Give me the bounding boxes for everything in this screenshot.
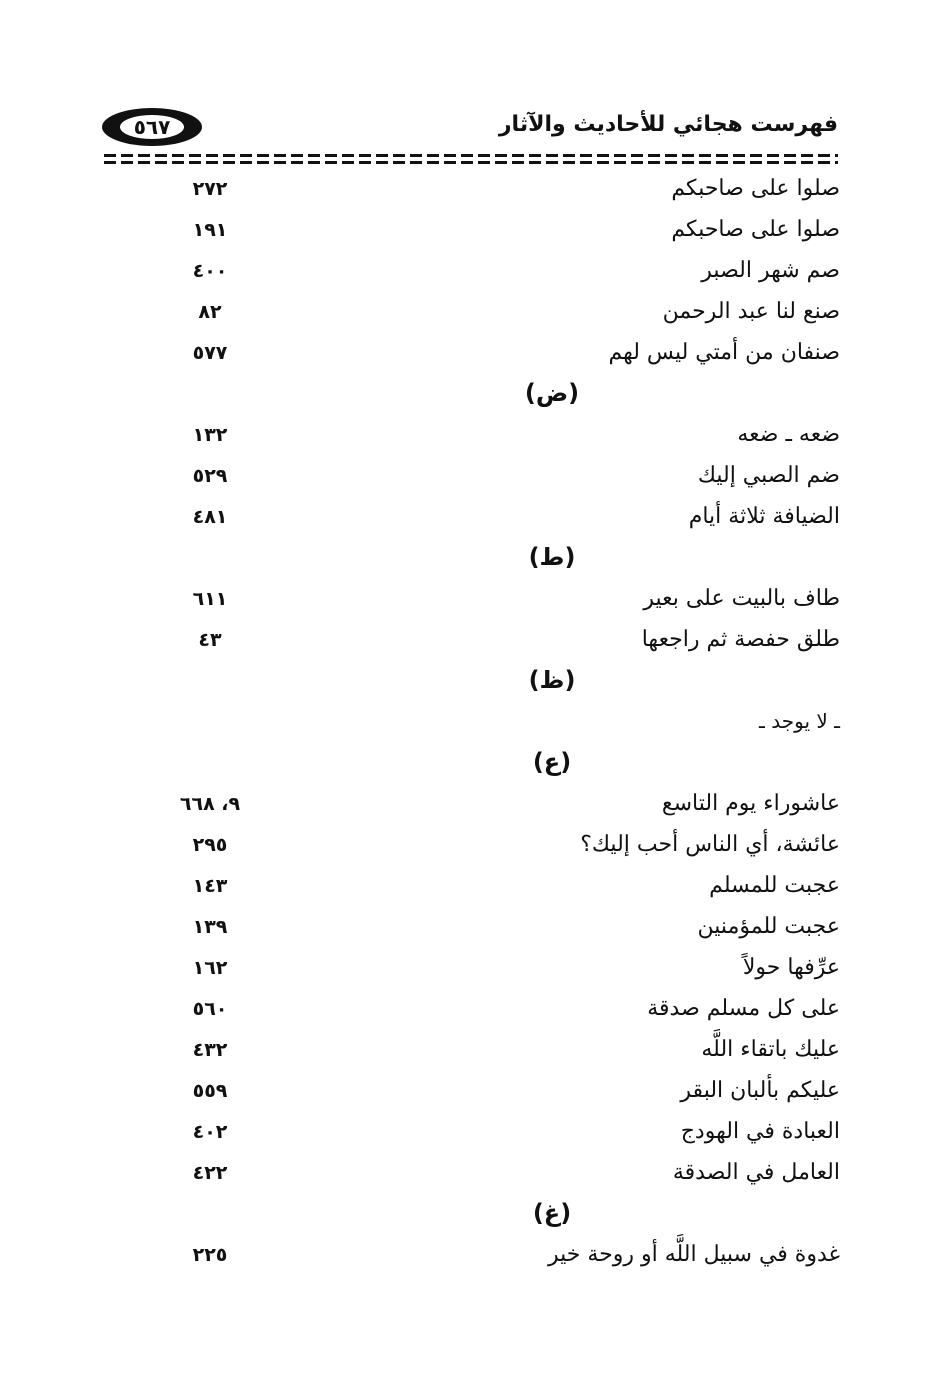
index-entry — [0, 869, 944, 910]
index-entry — [0, 1238, 944, 1279]
entry-text: صنع لنا عبد الرحمن — [662, 299, 840, 324]
index-entry — [0, 828, 944, 869]
entry-page-number: ٤٠٠ — [192, 260, 228, 282]
entry-page-number: ٨٢ — [198, 301, 222, 323]
section-letter: (ط) — [528, 543, 576, 571]
section-note — [0, 705, 944, 746]
entry-page-number: ٥٧٧ — [192, 342, 228, 364]
entry-text: غدوة في سبيل اللَّه أو روحة خير — [547, 1242, 840, 1267]
entry-text: الضيافة ثلاثة أيام — [688, 504, 840, 529]
page-number-badge — [102, 108, 202, 146]
entry-page-number: ١٣٢ — [192, 424, 228, 446]
entry-page-number: ٤٨١ — [192, 506, 228, 528]
section-letter: (ظ) — [528, 666, 576, 694]
index-entry — [0, 500, 944, 541]
entry-text: عجبت للمسلم — [709, 873, 840, 898]
entry-text: العامل في الصدقة — [672, 1160, 840, 1185]
entry-page-number: ٩، ٦٦٨ — [179, 793, 241, 815]
entry-text: عاشوراء يوم التاسع — [661, 791, 840, 816]
entry-page-number: ٦١١ — [192, 588, 228, 610]
index-entry — [0, 295, 944, 336]
entry-page-number: ٤٣٢ — [192, 1039, 228, 1061]
index-entry — [0, 992, 944, 1033]
entry-page-number: ٥٥٩ — [192, 1080, 228, 1102]
entry-page-number: ١٣٩ — [192, 916, 228, 938]
letter-section-heading — [0, 541, 944, 582]
index-entry — [0, 787, 944, 828]
header-rule-bottom — [104, 161, 838, 164]
index-entry — [0, 623, 944, 664]
header-rule-top — [104, 154, 838, 157]
note-text: ـ لا يوجد ـ — [759, 709, 840, 733]
entry-page-number: ٤٣ — [198, 629, 222, 651]
letter-section-heading — [0, 664, 944, 705]
page-number: ٥٦٧ — [120, 115, 184, 139]
letter-section-heading — [0, 377, 944, 418]
index-entry — [0, 951, 944, 992]
section-letter: (غ) — [532, 1199, 572, 1227]
entry-page-number: ٥٦٠ — [192, 998, 228, 1020]
hadith-index-list — [0, 172, 944, 1279]
index-entry — [0, 254, 944, 295]
index-entry — [0, 1074, 944, 1115]
entry-text: ضم الصبي إليك — [697, 463, 840, 488]
index-entry — [0, 910, 944, 951]
letter-section-heading — [0, 746, 944, 787]
entry-page-number: ٢٢٥ — [192, 1244, 228, 1266]
entry-page-number: ١٦٢ — [192, 957, 228, 979]
section-letter: (ض) — [524, 379, 580, 407]
entry-text: صنفان من أمتي ليس لهم — [608, 340, 840, 365]
entry-page-number: ١٩١ — [192, 219, 228, 241]
entry-text: صلوا على صاحبكم — [671, 217, 840, 242]
entry-text: عليكم بألبان البقر — [680, 1078, 840, 1103]
index-entry — [0, 1033, 944, 1074]
entry-page-number: ٤٠٢ — [192, 1121, 228, 1143]
entry-text: طاف بالبيت على بعير — [643, 586, 840, 611]
entry-page-number: ٢٩٥ — [192, 834, 228, 856]
index-entry — [0, 172, 944, 213]
index-entry — [0, 1115, 944, 1156]
section-letter: (ع) — [532, 748, 572, 776]
entry-text: على كل مسلم صدقة — [647, 996, 840, 1021]
index-entry — [0, 582, 944, 623]
entry-page-number: ٤٢٢ — [192, 1162, 228, 1184]
entry-page-number: ٥٢٩ — [192, 465, 228, 487]
entry-text: صم شهر الصبر — [701, 258, 840, 283]
running-title: فهرست هجائي للأحاديث والآثار — [498, 112, 838, 137]
letter-section-heading — [0, 1197, 944, 1238]
index-entry — [0, 336, 944, 377]
entry-page-number: ١٤٣ — [192, 875, 228, 897]
entry-text: ضعه ـ ضعه — [737, 422, 840, 447]
entry-text: عليك باتقاء اللَّه — [701, 1037, 840, 1062]
index-entry — [0, 459, 944, 500]
index-entry — [0, 418, 944, 459]
entry-text: طلق حفصة ثم راجعها — [641, 627, 840, 652]
entry-text: صلوا على صاحبكم — [671, 176, 840, 201]
entry-text: العبادة في الهودج — [680, 1119, 840, 1144]
index-entry — [0, 213, 944, 254]
entry-text: عائشة، أي الناس أحب إليك؟ — [580, 832, 840, 857]
entry-text: عرِّفها حولاً — [742, 955, 840, 980]
index-entry — [0, 1156, 944, 1197]
entry-page-number: ٢٧٢ — [192, 178, 228, 200]
entry-text: عجبت للمؤمنين — [697, 914, 840, 939]
